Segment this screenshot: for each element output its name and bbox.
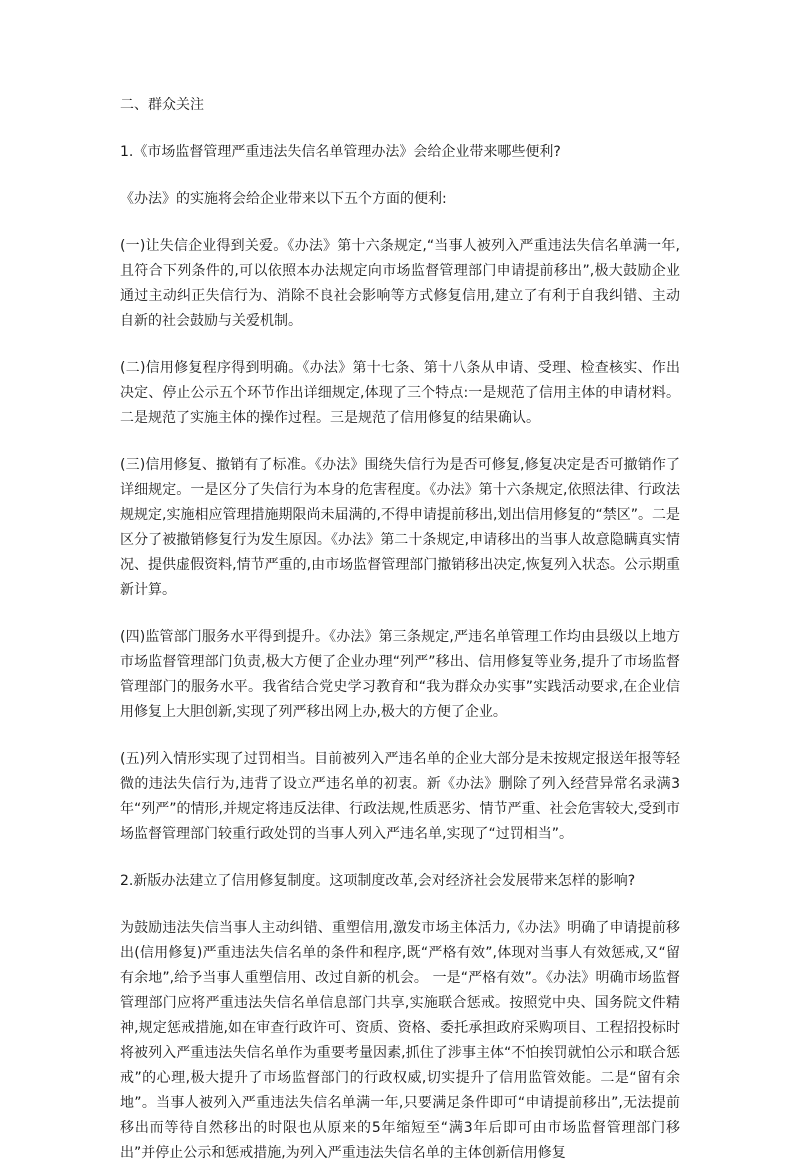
question-1-intro: 《办法》的实施将会给企业带来以下五个方面的便利: <box>120 191 447 207</box>
section-heading: 二、群众关注 <box>120 97 204 113</box>
benefit-item-1: (一)让失信企业得到关爱。《办法》第十六条规定,“当事人被列入严重违法失信名单满一年,且符合下列条件的,可以依照本办法规定向市场监督管理部门申请提前移出”,极大鼓励企业通过主动纠正失信行为、消除不良社会影响等方式修复信用,建立了有利于自我纠错、主动自新的社会鼓励与关爱机制。 <box>120 238 680 329</box>
benefit-item-5: (五)列入情形实现了过罚相当。目前被列入严违名单的企业大部分是未按规定报送年报等轻微的违法失信行为,违背了设立严违名单的初衷。新《办法》删除了列入经营异常名录满3年“列严”的情形,并规定将违反法律、行政法规,性质恶劣、情节严重、社会危害较大,受到市场监督管理部门较重行政处罚的当事人列入严违名单,实现了“过罚相当”。 <box>120 751 680 842</box>
benefit-item-3: (三)信用修复、撤销有了标准。《办法》围绕失信行为是否可修复,修复决定是否可撤销作了详细规定。一是区分了失信行为本身的危害程度。《办法》第十六条规定,依照法律、行政法规规定,实施相应管理措施期限尚未届满的,不得申请提前移出,划出信用修复的“禁区”。二是区分了被撤销修复行为发生原因。《办法》第二十条规定,申请移出的当事人故意隐瞒真实情况、提供虚假资料,情节严重的,由市场监督管理部门撤销移出决定,恢复列入状态。公示期重新计算。 <box>120 457 680 598</box>
benefit-item-2: (二)信用修复程序得到明确。《办法》第十七条、第十八条从申请、受理、检查核实、作出决定、停止公示五个环节作出详细规定,体现了三个特点:一是规范了信用主体的申请材料。二是规范了实施主体的操作过程。三是规范了信用修复的结果确认。 <box>120 360 680 426</box>
benefit-item-4: (四)监管部门服务水平得到提升。《办法》第三条规定,严违名单管理工作均由县级以上地方市场监督管理部门负责,极大方便了企业办理“列严”移出、信用修复等业务,提升了市场监督管理部门的服务水平。我省结合党史学习教育和“我为群众办实事”实践活动要求,在企业信用修复上大胆创新,实现了列严移出网上办,极大的方便了企业。 <box>120 629 680 720</box>
document-body <box>120 93 680 1166</box>
question-2-title: 2.新版办法建立了信用修复制度。这项制度改革,会对经济社会发展带来怎样的影响? <box>120 873 636 889</box>
question-1-title: 1.《市场监督管理严重违法失信名单管理办法》会给企业带来哪些便利? <box>120 144 561 160</box>
question-2-body: 为鼓励违法失信当事人主动纠错、重塑信用,激发市场主体活力,《办法》明确了申请提前移出(信用修复)严重违法失信名单的条件和程序,既“严格有效”,体现对当事人有效惩戒,又“留有余地”,给予当事人重塑信用、改过自新的机会。 一是“严格有效”。《办法》明确市场监督管理部门应将严重违法失信名单信息部门共享,实施联合惩戒。按照党中央、国务院文件精神,规定惩戒措施,如在审查行政许可、资质、资格、委托承担政府采购项目、工程招投标时将被列入严重违法失信名单作为重要考量因素,抓住了涉事主体“不怕挨罚就怕公示和联合惩戒”的心理,极大提升了市场监督部门的行政权威,切实提升了信用监管效能。二是“留有余地”。当事人被列入严重违法失信名单满一年,只要满足条件即可“申请提前移出”,无法提前移出而等待自然移出的时限也从原来的5年缩短至“满3年后即可由市场监督管理部门移出”并停止公示和惩戒措施,为列入严重违法失信名单的主体创新信用修复 <box>120 920 680 1161</box>
